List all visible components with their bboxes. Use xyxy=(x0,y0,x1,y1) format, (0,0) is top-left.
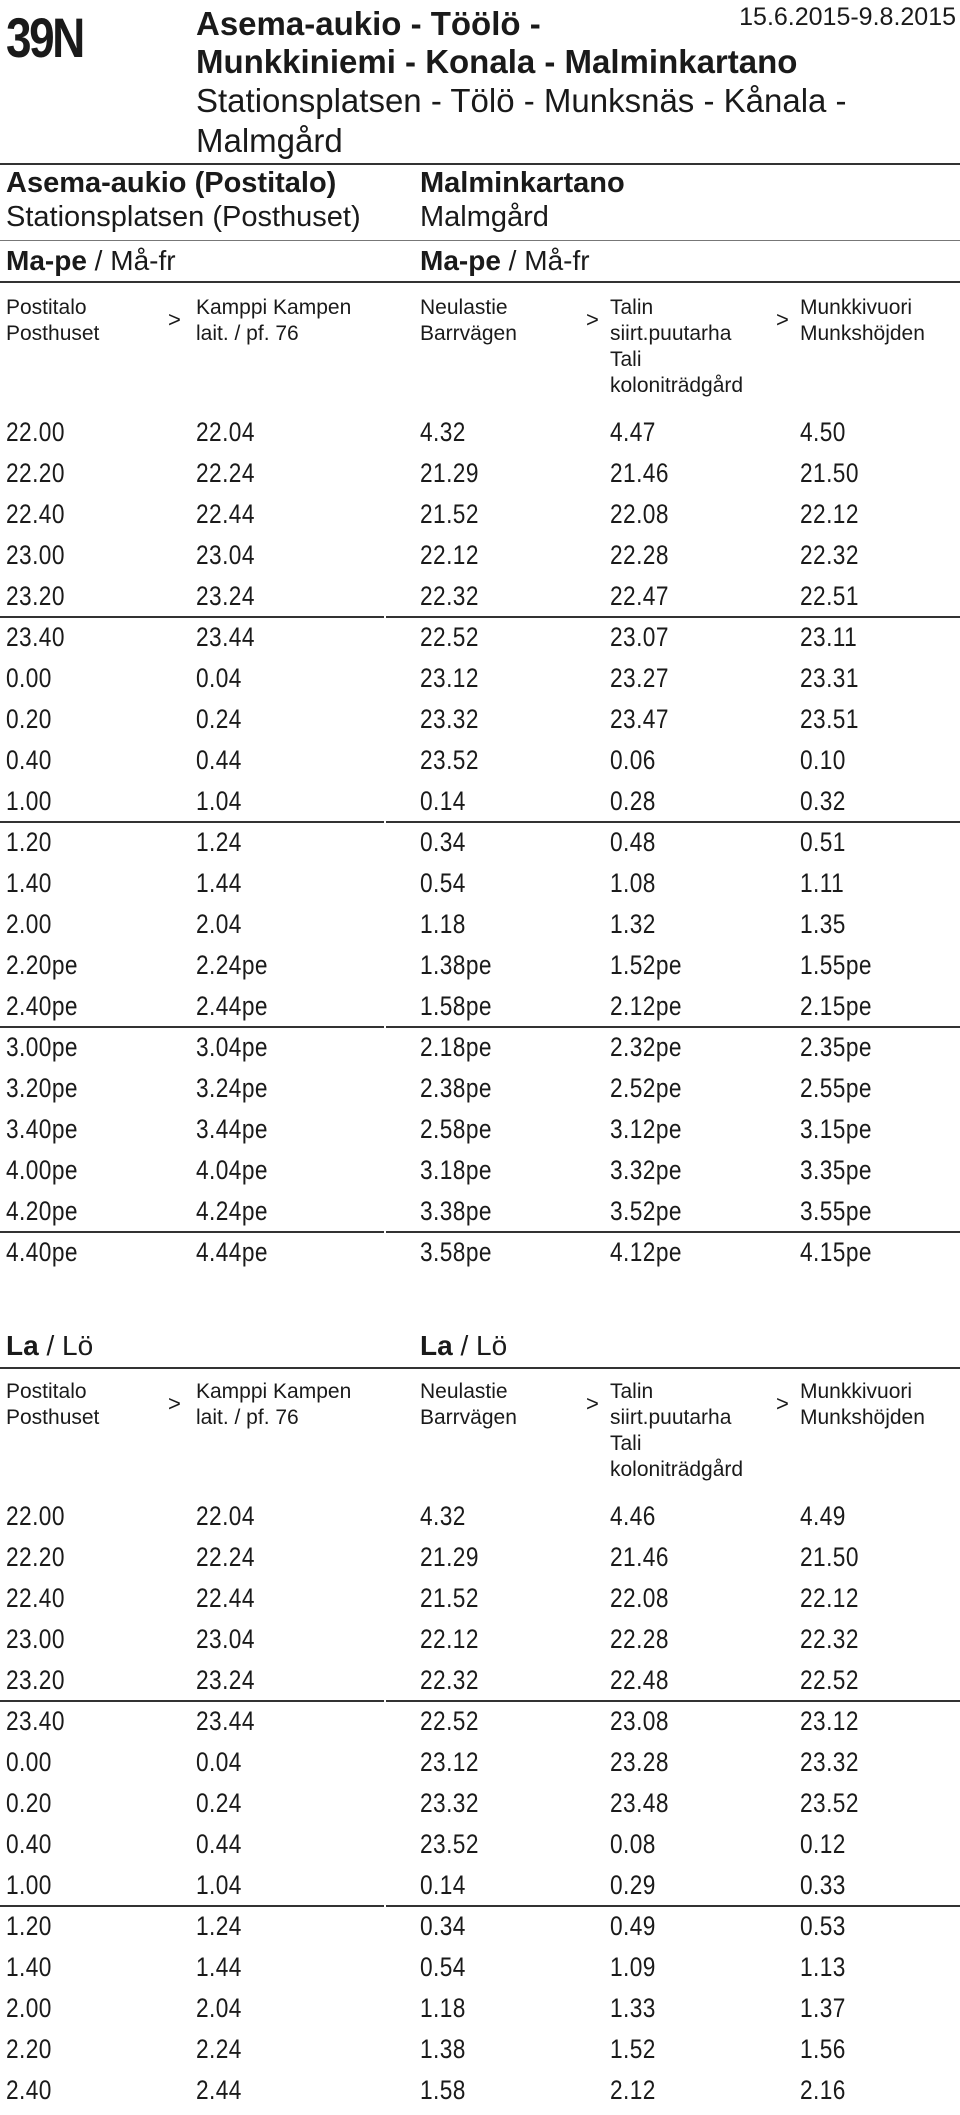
departure-time: 1.56 xyxy=(800,2034,846,2064)
departure-time: 1.35 xyxy=(800,909,846,939)
departure-time: 2.44pe xyxy=(196,991,268,1021)
departure-time: 0.48 xyxy=(610,827,656,857)
departure-time: 4.40pe xyxy=(6,1237,78,1267)
departure-time: 22.32 xyxy=(800,540,859,570)
departure-time: 22.48 xyxy=(610,1665,669,1695)
departure-time: 1.52 xyxy=(610,2034,656,2064)
stop-arrow: > xyxy=(168,1391,181,1416)
departure-time: 2.55pe xyxy=(800,1073,872,1103)
departure-time: 3.35pe xyxy=(800,1155,872,1185)
stop-arrow: > xyxy=(168,307,181,332)
departure-time: 23.44 xyxy=(196,1706,255,1736)
departure-time: 3.32pe xyxy=(610,1155,682,1185)
departure-time: 23.04 xyxy=(196,540,255,570)
departure-time: 0.54 xyxy=(420,1952,466,1982)
saturday-label-right: La / Lö xyxy=(420,1330,508,1361)
departure-time: 3.58pe xyxy=(420,1237,492,1267)
departure-time: 0.14 xyxy=(420,786,466,816)
stop-posthuset: Posthuset xyxy=(6,1406,100,1429)
departure-time: 1.00 xyxy=(6,1870,52,1900)
departure-time: 0.12 xyxy=(800,1829,846,1859)
departure-time: 0.28 xyxy=(610,786,656,816)
departure-time: 2.40 xyxy=(6,2075,52,2105)
departure-time: 22.40 xyxy=(6,499,65,529)
departure-time: 4.32 xyxy=(420,417,466,447)
departure-time: 1.37 xyxy=(800,1993,846,2023)
departure-time: 0.40 xyxy=(6,745,52,775)
stop-tali: Tali xyxy=(610,1432,642,1455)
departure-time: 21.46 xyxy=(610,458,669,488)
departure-time: 23.47 xyxy=(610,704,669,734)
departure-time: 21.50 xyxy=(800,1542,859,1572)
departure-time: 22.08 xyxy=(610,1583,669,1613)
departure-time: 2.52pe xyxy=(610,1073,682,1103)
stop-kamppi-platform: lait. / pf. 76 xyxy=(196,322,299,345)
departure-time: 4.47 xyxy=(610,417,656,447)
departure-time: 1.20 xyxy=(6,827,52,857)
departure-time: 2.15pe xyxy=(800,991,872,1021)
departure-time: 23.27 xyxy=(610,663,669,693)
departure-time: 2.40pe xyxy=(6,991,78,1021)
departure-time: 22.12 xyxy=(420,540,479,570)
departure-time: 23.52 xyxy=(420,745,479,775)
departure-time: 23.31 xyxy=(800,663,859,693)
departure-time: 2.24 xyxy=(196,2034,242,2064)
departure-time: 4.44pe xyxy=(196,1237,268,1267)
row-separator xyxy=(0,1905,384,1907)
departure-time: 1.38pe xyxy=(420,950,492,980)
departure-time: 3.18pe xyxy=(420,1155,492,1185)
departure-time: 1.33 xyxy=(610,1993,656,2023)
departure-time: 0.08 xyxy=(610,1829,656,1859)
departure-time: 1.32 xyxy=(610,909,656,939)
stop-kamppi-platform: lait. / pf. 76 xyxy=(196,1406,299,1429)
departure-time: 22.47 xyxy=(610,581,669,611)
departure-time: 23.32 xyxy=(420,704,479,734)
departure-time: 22.08 xyxy=(610,499,669,529)
validity-dates: 15.6.2015-9.8.2015 xyxy=(739,3,956,31)
departure-time: 23.24 xyxy=(196,581,255,611)
departure-time: 21.50 xyxy=(800,458,859,488)
stop-neulastie: Neulastie xyxy=(420,296,508,319)
departure-time: 0.20 xyxy=(6,1788,52,1818)
stop-munkshojden: Munkshöjden xyxy=(800,1406,925,1429)
departure-time: 22.44 xyxy=(196,499,255,529)
departure-time: 22.04 xyxy=(196,1501,255,1531)
departure-time: 1.55pe xyxy=(800,950,872,980)
departure-time: 1.52pe xyxy=(610,950,682,980)
departure-time: 23.11 xyxy=(800,622,858,652)
departure-time: 2.20 xyxy=(6,2034,52,2064)
departure-time: 0.51 xyxy=(800,827,846,857)
weekday-label-left: Ma-pe / Må-fr xyxy=(6,245,176,276)
departure-time: 2.32pe xyxy=(610,1032,682,1062)
departure-time: 0.34 xyxy=(420,827,466,857)
departure-time: 4.00pe xyxy=(6,1155,78,1185)
departure-time: 2.58pe xyxy=(420,1114,492,1144)
title-sv-line1: Stationsplatsen - Tölö - Munksnäs - Kånala - xyxy=(196,82,847,119)
departure-time: 22.44 xyxy=(196,1583,255,1613)
departure-time: 1.44 xyxy=(196,1952,242,1982)
departure-time: 23.52 xyxy=(800,1788,859,1818)
departure-time: 3.40pe xyxy=(6,1114,78,1144)
direction-right-sv: Malmgård xyxy=(420,201,549,233)
departure-time: 0.44 xyxy=(196,745,242,775)
departure-time: 21.52 xyxy=(420,499,479,529)
departure-time: 3.24pe xyxy=(196,1073,268,1103)
departure-time: 21.46 xyxy=(610,1542,669,1572)
departure-time: 4.20pe xyxy=(6,1196,78,1226)
departure-time: 22.32 xyxy=(800,1624,859,1654)
departure-time: 3.00pe xyxy=(6,1032,78,1062)
departure-time: 22.20 xyxy=(6,458,65,488)
departure-time: 4.32 xyxy=(420,1501,466,1531)
departure-time: 21.29 xyxy=(420,458,479,488)
departure-time: 22.52 xyxy=(800,1665,859,1695)
departure-time: 3.38pe xyxy=(420,1196,492,1226)
departure-time: 22.24 xyxy=(196,1542,255,1572)
departure-time: 23.44 xyxy=(196,622,255,652)
departure-time: 23.00 xyxy=(6,1624,65,1654)
departure-time: 22.12 xyxy=(800,1583,859,1613)
departure-time: 4.12pe xyxy=(610,1237,682,1267)
departure-time: 22.00 xyxy=(6,1501,65,1531)
departure-time: 2.16 xyxy=(800,2075,846,2105)
departure-time: 0.14 xyxy=(420,1870,466,1900)
departure-time: 1.24 xyxy=(196,827,242,857)
stop-postitalo: Postitalo xyxy=(6,1380,87,1403)
departure-time: 22.40 xyxy=(6,1583,65,1613)
departure-time: 1.38 xyxy=(420,2034,466,2064)
departure-time: 4.04pe xyxy=(196,1155,268,1185)
departure-time: 0.49 xyxy=(610,1911,656,1941)
stop-barrvagen: Barrvägen xyxy=(420,322,517,345)
saturday-label-left: La / Lö xyxy=(6,1330,94,1361)
departure-time: 2.24pe xyxy=(196,950,268,980)
departure-time: 3.20pe xyxy=(6,1073,78,1103)
departure-time: 23.07 xyxy=(610,622,669,652)
stop-kolonitradgard: koloniträdgård xyxy=(610,1458,744,1481)
departure-time: 0.10 xyxy=(800,745,846,775)
stop-munkkivuori: Munkkivuori xyxy=(800,1380,913,1403)
departure-time: 1.09 xyxy=(610,1952,656,1982)
stop-arrow: > xyxy=(776,1391,789,1416)
departure-time: 2.04 xyxy=(196,909,242,939)
departure-time: 2.44 xyxy=(196,2075,242,2105)
stop-postitalo: Postitalo xyxy=(6,296,87,319)
departure-time: 1.20 xyxy=(6,1911,52,1941)
departure-time: 23.40 xyxy=(6,622,65,652)
departure-time: 2.35pe xyxy=(800,1032,872,1062)
departure-time: 23.12 xyxy=(420,663,479,693)
departure-time: 4.46 xyxy=(610,1501,656,1531)
departure-time: 0.33 xyxy=(800,1870,846,1900)
departure-time: 2.20pe xyxy=(6,950,78,980)
departure-time: 3.44pe xyxy=(196,1114,268,1144)
departure-time: 0.44 xyxy=(196,1829,242,1859)
departure-time: 2.38pe xyxy=(420,1073,492,1103)
departure-time: 1.18 xyxy=(420,1993,466,2023)
departure-time: 0.04 xyxy=(196,1747,242,1777)
departure-time: 23.32 xyxy=(800,1747,859,1777)
departure-time: 3.12pe xyxy=(610,1114,682,1144)
departure-time: 23.51 xyxy=(800,704,859,734)
departure-time: 22.52 xyxy=(420,622,479,652)
departure-time: 1.04 xyxy=(196,1870,242,1900)
stop-siirtolapuutarha: siirt.puutarha xyxy=(610,1406,732,1429)
departure-time: 21.52 xyxy=(420,1583,479,1613)
stop-arrow: > xyxy=(776,307,789,332)
departure-time: 22.32 xyxy=(420,581,479,611)
departure-time: 23.00 xyxy=(6,540,65,570)
row-separator xyxy=(386,821,960,823)
departure-time: 2.00 xyxy=(6,1993,52,2023)
departure-time: 23.12 xyxy=(420,1747,479,1777)
departure-time: 3.15pe xyxy=(800,1114,872,1144)
departure-time: 0.00 xyxy=(6,663,52,693)
departure-time: 1.18 xyxy=(420,909,466,939)
stop-kamppi: Kamppi Kampen xyxy=(196,1380,352,1403)
direction-right-fi: Malminkartano xyxy=(420,167,625,199)
departure-time: 1.40 xyxy=(6,868,52,898)
departure-time: 22.32 xyxy=(420,1665,479,1695)
departure-time: 1.24 xyxy=(196,1911,242,1941)
departure-time: 4.50 xyxy=(800,417,846,447)
departure-time: 3.04pe xyxy=(196,1032,268,1062)
departure-time: 23.48 xyxy=(610,1788,669,1818)
departure-time: 23.52 xyxy=(420,1829,479,1859)
departure-time: 1.58pe xyxy=(420,991,492,1021)
departure-time: 0.24 xyxy=(196,704,242,734)
departure-time: 23.24 xyxy=(196,1665,255,1695)
departure-time: 0.24 xyxy=(196,1788,242,1818)
departure-time: 1.44 xyxy=(196,868,242,898)
departure-time: 22.28 xyxy=(610,540,669,570)
stop-posthuset: Posthuset xyxy=(6,322,100,345)
departure-time: 22.12 xyxy=(800,499,859,529)
departure-time: 4.15pe xyxy=(800,1237,872,1267)
departure-time: 0.00 xyxy=(6,1747,52,1777)
departure-time: 23.28 xyxy=(610,1747,669,1777)
departure-time: 0.34 xyxy=(420,1911,466,1941)
departure-time: 22.04 xyxy=(196,417,255,447)
departure-time: 22.12 xyxy=(420,1624,479,1654)
stop-talin: Talin xyxy=(610,296,654,319)
departure-time: 22.51 xyxy=(800,581,859,611)
departure-time: 0.06 xyxy=(610,745,656,775)
stop-siirtolapuutarha: siirt.puutarha xyxy=(610,322,732,345)
departure-time: 0.53 xyxy=(800,1911,846,1941)
direction-left-fi: Asema-aukio (Postitalo) xyxy=(6,167,337,199)
departure-time: 0.32 xyxy=(800,786,846,816)
title-fi-line1: Asema-aukio - Töölö - xyxy=(196,5,541,42)
departure-time: 4.49 xyxy=(800,1501,846,1531)
stop-munkkivuori: Munkkivuori xyxy=(800,296,913,319)
departure-time: 23.12 xyxy=(800,1706,859,1736)
departure-time: 2.00 xyxy=(6,909,52,939)
departure-time: 0.54 xyxy=(420,868,466,898)
title-fi-line2: Munkkiniemi - Konala - Malminkartano xyxy=(196,43,798,80)
stop-kamppi: Kamppi Kampen xyxy=(196,296,352,319)
departure-time: 0.04 xyxy=(196,663,242,693)
departure-time: 0.20 xyxy=(6,704,52,734)
stop-kolonitradgard: koloniträdgård xyxy=(610,374,744,397)
departure-time: 23.40 xyxy=(6,1706,65,1736)
departure-time: 4.24pe xyxy=(196,1196,268,1226)
departure-time: 22.20 xyxy=(6,1542,65,1572)
departure-time: 1.40 xyxy=(6,1952,52,1982)
departure-time: 2.18pe xyxy=(420,1032,492,1062)
stop-munkshojden: Munkshöjden xyxy=(800,322,925,345)
stop-talin: Talin xyxy=(610,1380,654,1403)
departure-time: 23.04 xyxy=(196,1624,255,1654)
stop-barrvagen: Barrvägen xyxy=(420,1406,517,1429)
departure-time: 1.11 xyxy=(800,868,845,898)
departure-time: 1.00 xyxy=(6,786,52,816)
departure-time: 1.13 xyxy=(800,1952,846,1982)
departure-time: 2.04 xyxy=(196,1993,242,2023)
departure-time: 23.32 xyxy=(420,1788,479,1818)
direction-left-sv: Stationsplatsen (Posthuset) xyxy=(6,201,361,233)
departure-time: 22.00 xyxy=(6,417,65,447)
departure-time: 22.24 xyxy=(196,458,255,488)
departure-time: 3.55pe xyxy=(800,1196,872,1226)
departure-time: 1.04 xyxy=(196,786,242,816)
stop-arrow: > xyxy=(586,307,599,332)
departure-time: 21.29 xyxy=(420,1542,479,1572)
stop-neulastie: Neulastie xyxy=(420,1380,508,1403)
row-separator xyxy=(0,821,384,823)
departure-time: 1.58 xyxy=(420,2075,466,2105)
departure-time: 0.29 xyxy=(610,1870,656,1900)
departure-time: 23.08 xyxy=(610,1706,669,1736)
departure-time: 23.20 xyxy=(6,581,65,611)
stop-arrow: > xyxy=(586,1391,599,1416)
stop-tali: Tali xyxy=(610,348,642,371)
route-number: 39N xyxy=(6,6,83,69)
weekday-label-right: Ma-pe / Må-fr xyxy=(420,245,590,276)
departure-time: 2.12pe xyxy=(610,991,682,1021)
title-sv-line2: Malmgård xyxy=(196,122,343,159)
departure-time: 1.08 xyxy=(610,868,656,898)
departure-time: 0.40 xyxy=(6,1829,52,1859)
departure-time: 3.52pe xyxy=(610,1196,682,1226)
departure-time: 2.12 xyxy=(610,2075,656,2105)
departure-time: 22.28 xyxy=(610,1624,669,1654)
departure-time: 23.20 xyxy=(6,1665,65,1695)
row-separator xyxy=(386,1905,960,1907)
departure-time: 22.52 xyxy=(420,1706,479,1736)
